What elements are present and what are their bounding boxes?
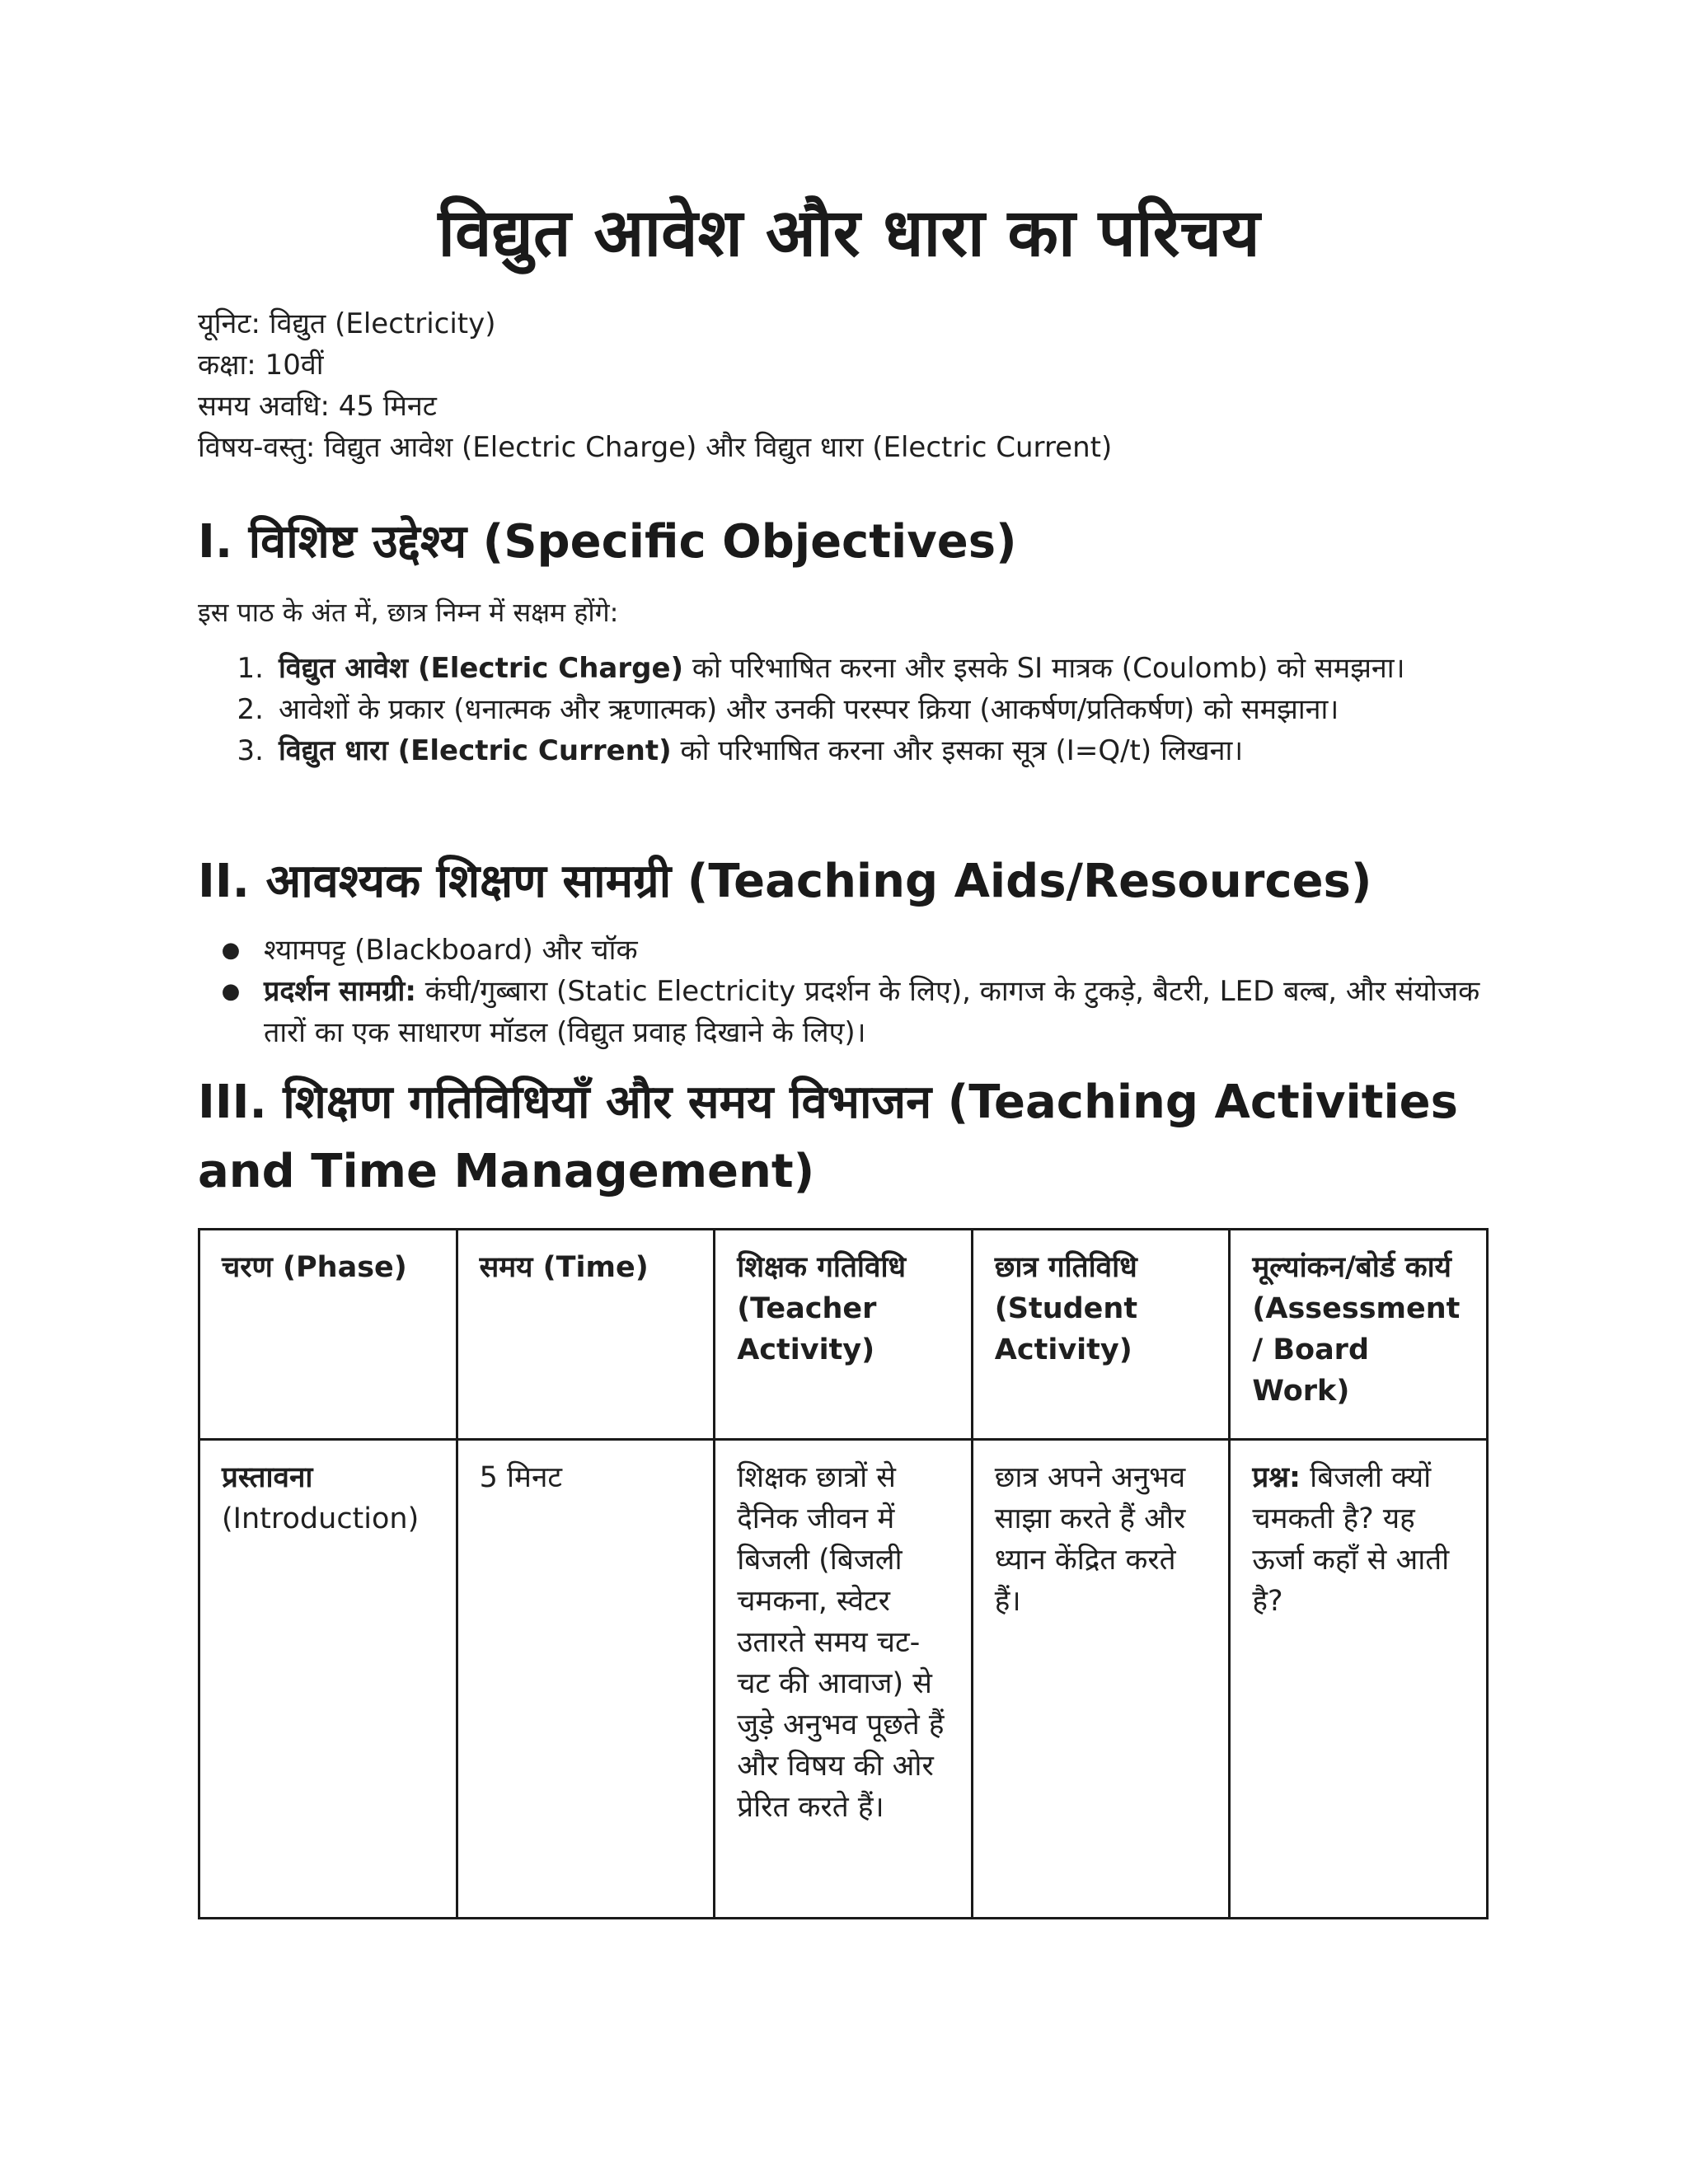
header-assessment: मूल्यांकन/बोर्ड कार्य (Assessment/ Board Work)	[1230, 1230, 1488, 1440]
objective-bold: विद्युत धारा (Electric Current)	[279, 734, 672, 767]
objective-text: को परिभाषित करना और इसके SI मात्रक (Coulomb) को समझना।	[683, 652, 1405, 685]
list-number: 1.	[237, 652, 264, 685]
header-phase: चरण (Phase)	[199, 1230, 457, 1440]
cell-teacher-activity: शिक्षक छात्रों से दैनिक जीवन में बिजली (बिजली चमकना, स्वेटर उतारते समय चट-चट की आवाज) से जुड़े अनुभव पूछते हैं और विषय की ओर प्रेरित करते हैं।	[715, 1440, 973, 1919]
meta-unit: यूनिट: विद्युत (Electricity)	[198, 307, 496, 340]
header-teacher-activity: शिक्षक गतिविधि (Teacher Activity)	[715, 1230, 973, 1440]
phase-name: प्रस्तावना	[222, 1461, 313, 1494]
list-item	[198, 730, 1405, 771]
activities-heading: III. शिक्षण गतिविधियाँ और समय विभाजन (Teaching Activities and Time Management)	[198, 1076, 1458, 1198]
meta-duration: समय अवधि: 45 मिनट	[198, 390, 437, 423]
cell-phase	[199, 1440, 457, 1919]
phase-english: (Introduction)	[222, 1502, 420, 1535]
objective-text: को परिभाषित करना और इसका सूत्र (I=Q/t) लिखना।	[671, 734, 1244, 767]
lesson-meta	[198, 303, 1112, 468]
activities-table	[198, 1228, 1489, 1919]
resource-text: श्यामपट्ट (Blackboard) और चॉक	[264, 934, 638, 967]
objectives-list	[198, 648, 1405, 771]
bullet-icon: ●	[221, 979, 241, 1004]
objective-bold: विद्युत आवेश (Electric Charge)	[279, 652, 684, 685]
table-row	[199, 1440, 1488, 1919]
header-student-activity: छात्र गतिविधि (Student Activity)	[972, 1230, 1230, 1440]
list-item	[198, 648, 1405, 689]
resources-heading: II. आवश्यक शिक्षण सामग्री (Teaching Aids/Resources)	[198, 855, 1372, 908]
objective-text: आवेशों के प्रकार (धनात्मक और ऋणात्मक) और उनकी परस्पर क्रिया (आकर्षण/प्रतिकर्षण) को समझाना।	[279, 693, 1339, 726]
cell-student-activity: छात्र अपने अनुभव साझा करते हैं और ध्यान केंद्रित करते हैं।	[972, 1440, 1230, 1919]
objectives-intro: इस पाठ के अंत में, छात्र निम्न में सक्षम होंगे:	[198, 597, 619, 628]
table-header-row	[199, 1230, 1488, 1440]
resources-list	[198, 930, 1500, 1053]
resource-bold: प्रदर्शन सामग्री:	[264, 975, 416, 1008]
cell-time: 5 मिनट	[457, 1440, 715, 1919]
list-number: 2.	[237, 693, 264, 726]
list-item	[198, 971, 1500, 1053]
objectives-heading: I. विशिष्ट उद्देश्य (Specific Objectives)	[198, 515, 1017, 569]
list-number: 3.	[237, 734, 264, 767]
assessment-text: बिजली क्यों चमकती है? यह ऊर्जा कहाँ से आती है?	[1252, 1461, 1450, 1618]
meta-content: विषय-वस्तु: विद्युत आवेश (Electric Charge) और विद्युत धारा (Electric Current)	[198, 431, 1113, 464]
cell-assessment	[1230, 1440, 1488, 1919]
resource-text: कंघी/गुब्बारा (Static Electricity प्रदर्शन के लिए), कागज के टुकड़े, बैटरी, LED बल्ब, और संयोजक तारों का एक साधारण मॉडल (विद्युत प्रवाह दिखाने के लिए)।	[264, 975, 1480, 1049]
meta-class: कक्षा: 10वीं	[198, 349, 324, 382]
assessment-label: प्रश्न:	[1252, 1461, 1301, 1494]
header-time: समय (Time)	[457, 1230, 715, 1440]
page-title: विद्युत आवेश और धारा का परिचय	[438, 194, 1260, 271]
bullet-icon: ●	[221, 938, 241, 963]
list-item	[198, 930, 1500, 971]
list-item	[198, 689, 1405, 730]
